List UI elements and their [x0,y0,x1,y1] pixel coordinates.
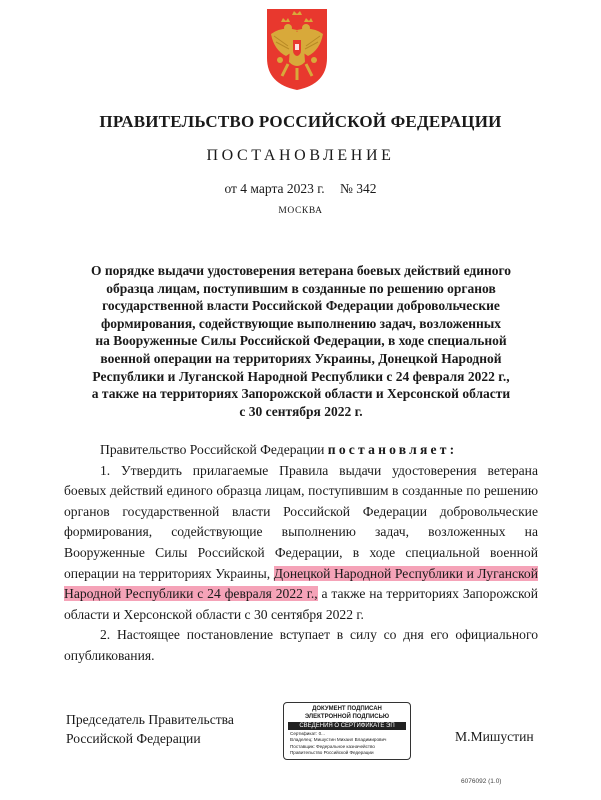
position-line: Председатель Правительства [66,712,234,727]
highlighted-text: Донецкой Народной Республики и Луганской Народной Республики с 24 февраля 2022 г., [64,565,538,602]
stamp-bar: СВЕДЕНИЯ О СЕРТИФИКАТЕ ЭП [288,722,406,730]
subject-line: формирования, содействующие выполнению задач, возложенных [100,315,502,331]
stamp-cert-line: Владелец: Мишустин Михаил Владимирович [290,737,387,743]
subject-line: на Вооруженные Силы Российской Федерации, в ходе специальной [95,333,507,349]
position-line: Российской Федерации [66,731,201,746]
document-subject [60,262,542,420]
document-body [64,440,538,667]
stamp-cert-line: Сертификат: 0... [290,731,325,736]
document-number: № 342 [340,181,377,196]
paragraph-2: 2. Настоящее постановление вступает в силу со дня его официального опубликования. [64,627,538,663]
intro-keyword: постановляет: [327,442,458,457]
intro-text: Правительство Российской Федерации [100,442,328,457]
resolution-intro [64,440,538,461]
paragraph-1-text: 1. Утвердить прилагаемые Правила выдачи удостоверения ветерана боевых действий единого образца лицам, поступившим в созданные по решению органов государственной власти Российской Федерации добровольческие формирования, содействующие выполнению задач, возложенных на Вооруженные Силы Российской Федерации, в ходе специальной военной операции на территориях Украины, [64,462,538,581]
subject-line: Республики и Луганской Народной Республики с 24 февраля 2022 г., [92,368,510,384]
document-date-line [0,181,601,197]
document-date: от 4 марта 2023 г. [224,181,325,196]
subject-line: О порядке выдачи удостоверения ветерана боевых действий единого [90,263,512,278]
electronic-signature-stamp [283,702,411,760]
document-code: 6076092 (1.0) [461,778,502,785]
paragraph-1-tail: а также на территориях Запорожской области и Херсонской области с 30 сентября 2022 г. [64,586,538,622]
document-type: ПОСТАНОВЛЕНИЕ [206,147,395,164]
subject-line: а также на территориях Запорожской области и Херсонской области [91,386,511,402]
signatory-position [66,710,266,748]
stamp-line: ЭЛЕКТРОННОЙ ПОДПИСЬЮ [304,713,390,720]
coat-of-arms-icon [264,6,330,92]
document-city: МОСКВА [278,206,323,216]
subject-line: государственной власти Российской Федерации добровольческие [102,298,500,314]
stamp-line: ДОКУМЕНТ ПОДПИСАН [312,706,382,712]
subject-line: образца лицам, поступившим в созданные по решению органов [106,280,496,296]
stamp-cert-line: Правительство Российской Федерации [290,750,374,756]
signatory-name: М.Мишустин [455,729,534,744]
stamp-cert-line: Поставщик: Федеральное казначейство [290,743,375,749]
subject-line: с 30 сентября 2022 г. [239,403,363,419]
government-title: ПРАВИТЕЛЬСТВО РОССИЙСКОЙ ФЕДЕРАЦИИ [99,112,502,131]
paragraph-1 [64,461,538,626]
subject-line: военной операции на территориях Украины, Донецкой Народной [100,350,502,366]
